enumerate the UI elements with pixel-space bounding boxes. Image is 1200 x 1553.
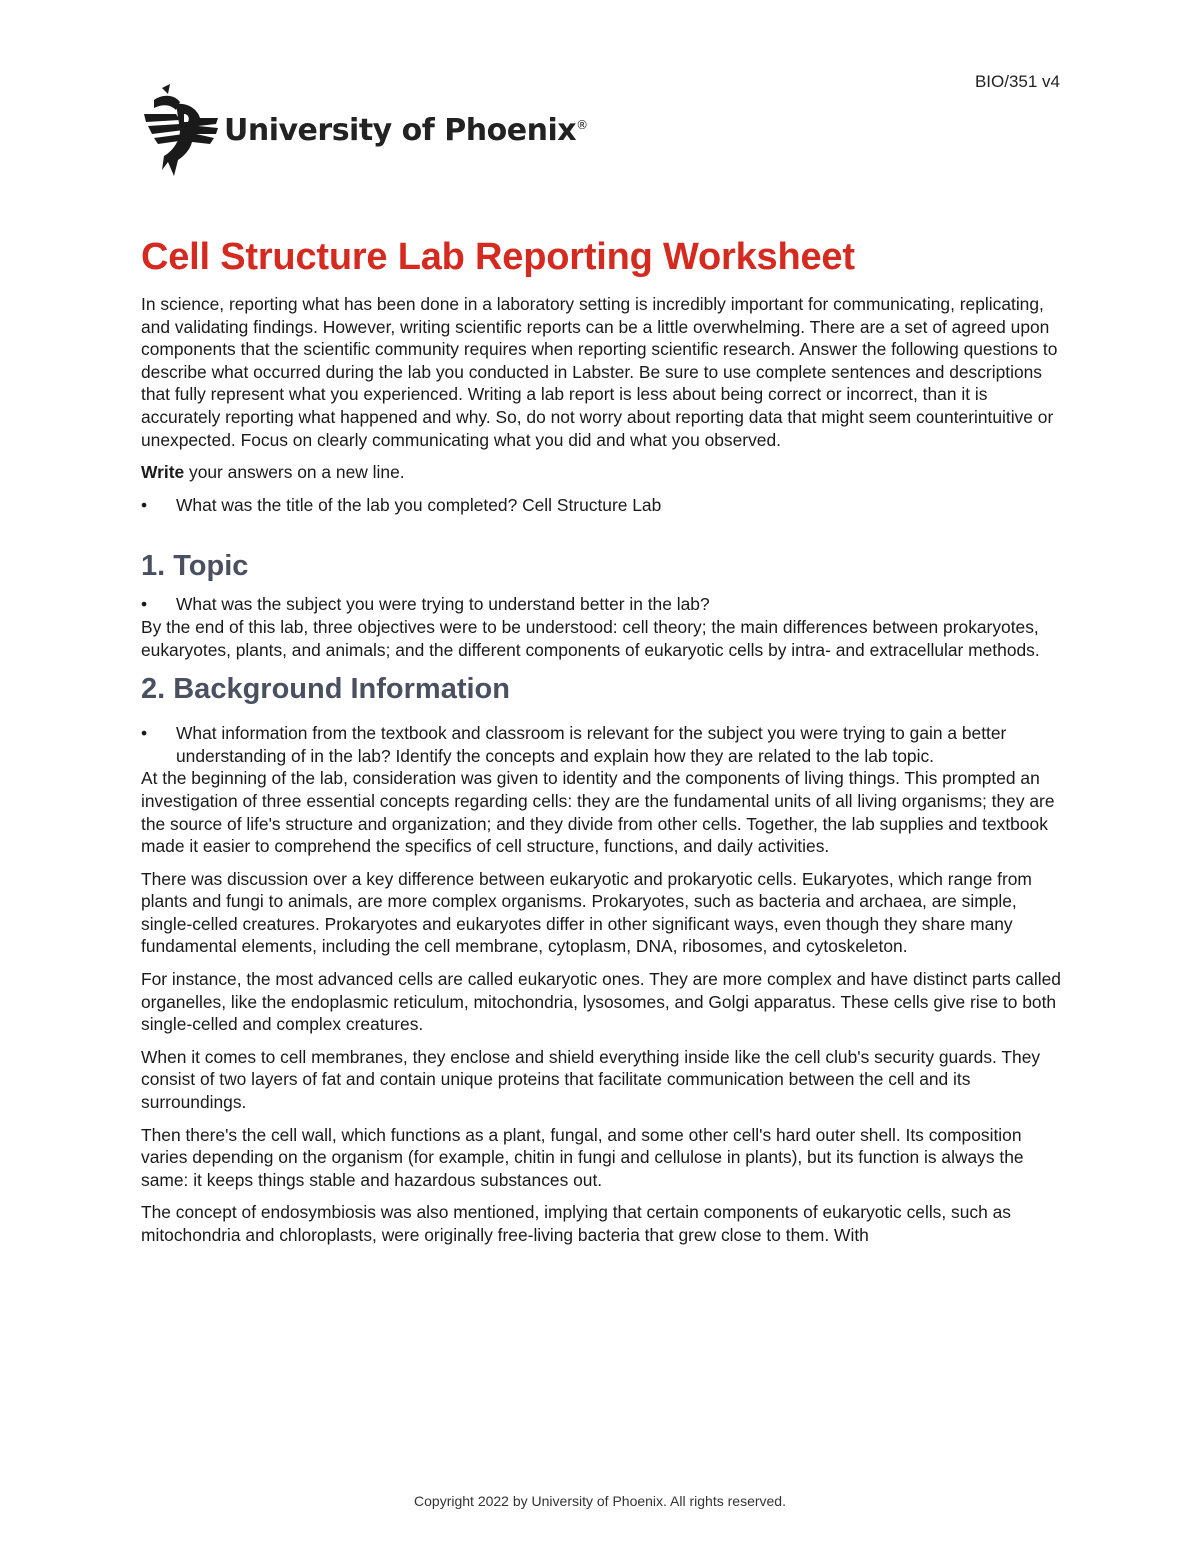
course-code: BIO/351 v4	[974, 72, 1060, 91]
bullet-icon: •	[141, 494, 148, 515]
lab-title-question	[141, 494, 1063, 517]
topic-question-text: What was the subject you were trying to understand better in the lab?	[176, 594, 710, 615]
background-paragraph: Then there's the cell wall, which functions as a plant, fungal, and some other cell's hard outer shell. Its composition varies depending on the organism (for example, chitin in fungi and cellulose in plants), but its function is always the same: it keeps things stable and hazardous substances out.	[141, 1124, 1024, 1190]
bullet-icon: •	[141, 594, 148, 615]
background-question-text: What information from the textbook and classroom is relevant for the subject you were trying to gain a better understanding of in the lab? Identify the concepts and explain how they are related to the lab topic.	[176, 723, 1007, 766]
document-title: Cell Structure Lab Reporting Worksheet	[141, 236, 855, 278]
registered-mark: ®	[576, 117, 588, 132]
logo-wordmark: University of Phoenix®	[224, 112, 588, 148]
section-heading-topic: 1. Topic	[141, 550, 249, 583]
document-body	[141, 236, 1063, 1257]
topic-question	[141, 593, 1063, 616]
bullet-icon: •	[141, 723, 148, 744]
intro-paragraph: In science, reporting what has been done in a laboratory setting is incredibly important for communicating, replicating, and validating findings. However, writing scientific reports can be a little overwhelming. There are a set of agreed upon components that the scientific community requires when reporting scientific research. Answer the following questions to describe what occurred during the lab you conducted in Labster. Be sure to use complete sentences and descriptions that fully represent what you experienced. Writing a lab report is less about being correct or incorrect, than it is accurately reporting what happened and why. So, do not worry about reporting data that might seem counterintuitive or unexpected. Focus on clearly communicating what you did and what you observed.	[141, 294, 1058, 450]
instruction-rest: your answers on a new line.	[184, 462, 405, 483]
background-paragraph: The concept of endosymbiosis was also mentioned, implying that certain components of eukaryotic cells, such as mitochondria and chloroplasts, were originally free-living bacteria that grew close to them. With	[141, 1202, 1011, 1245]
instruction-bold: Write	[141, 462, 185, 483]
background-paragraph: When it comes to cell membranes, they enclose and shield everything inside like the cell club's security guards. They consist of two layers of fat and contain unique proteins that facilitate communication between the cell and its surroundings.	[141, 1046, 1041, 1113]
background-paragraph: There was discussion over a key difference between eukaryotic and prokaryotic cells. Eukaryotes, which range from plants and fungi to animals, are more complex organisms. Prokaryotes, such as bacteria and archaea, are simple, single-celled creatures. Prokaryotes and eukaryotes differ in other significant ways, even though they share many fundamental elements, including the cell membrane, cytoplasm, DNA, ribosomes, and cytoskeleton.	[141, 868, 1032, 957]
background-paragraph: At the beginning of the lab, consideration was given to identity and the components of living things. This prompted an investigation of three essential concepts regarding cells: they are the fundamental units of all living organisms; they are the source of life's structure and organization; and they divide from other cells. Together, the lab supplies and textbook made it easier to comprehend the specifics of cell structure, functions, and daily activities.	[141, 768, 1055, 857]
university-logo	[140, 84, 588, 176]
background-paragraph: For instance, the most advanced cells are called eukaryotic ones. They are more complex and have distinct parts called organelles, like the endoplasmic reticulum, mitochondria, lysosomes, and Golgi apparatus. These cells give rise to both single-celled and complex creatures.	[141, 969, 1061, 1035]
topic-answer: By the end of this lab, three objectives were to be understood: cell theory; the main differences between prokaryotes, eukaryotes, plants, and animals; and the different components of eukaryotic cells by intra- and extracellular methods.	[141, 616, 1040, 660]
lab-title-question-text: What was the title of the lab you completed? Cell Structure Lab	[176, 494, 662, 515]
instruction-line	[141, 461, 1063, 484]
section-heading-background: 2. Background Information	[141, 673, 510, 706]
copyright-footer: Copyright 2022 by University of Phoenix. All rights reserved.	[414, 1493, 786, 1509]
phoenix-bird-icon	[140, 84, 220, 176]
background-question	[141, 722, 1063, 767]
